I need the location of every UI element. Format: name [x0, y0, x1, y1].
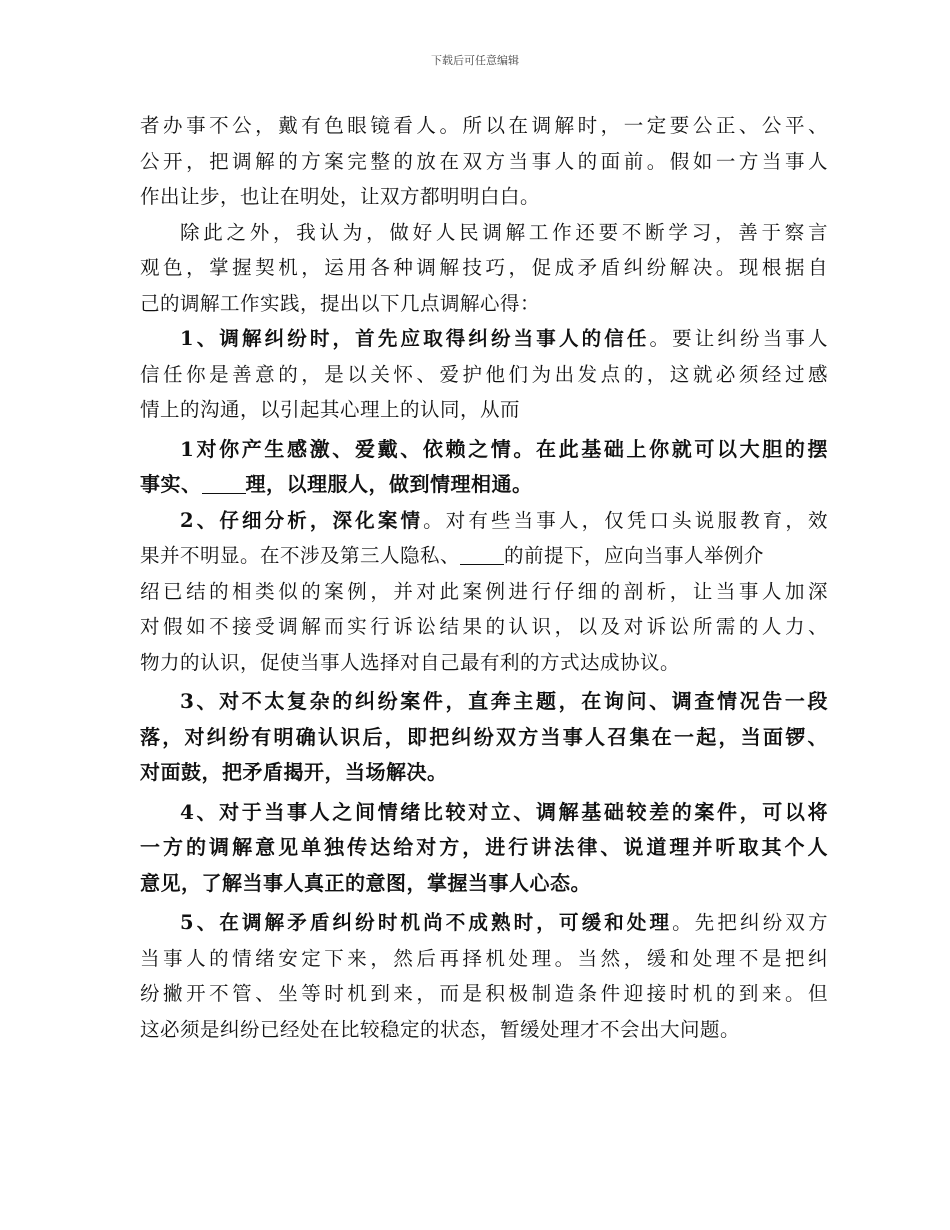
text-span: 的前提下，应向当事人举例介 — [504, 544, 765, 567]
text-line — [140, 321, 828, 357]
text-line — [140, 503, 828, 539]
text-line: 1对你产生感激、爱戴、依赖之情。在此基础上你就可以大胆的摆 — [180, 436, 828, 461]
text-line — [140, 467, 828, 503]
text-line: 对面鼓，把矛盾揭开，当场解决。 — [140, 760, 448, 784]
paragraph-8 — [140, 905, 828, 1047]
paragraph-6 — [140, 684, 828, 791]
text-line: 观色，掌握契机，运用各种调解技巧，促成矛盾纠纷解决。现根据自 — [140, 256, 828, 279]
text-line: 意见，了解当事人真正的意图，掌握当事人心态。 — [140, 870, 591, 895]
paragraph-4 — [140, 432, 828, 503]
text-line: 对假如不接受调解而实行诉讼结果的认识，以及对诉讼所需的人力、 — [140, 615, 828, 638]
text-line: 纷撇开不管、坐等时机到来，而是积极制造条件迎接时机的到来。但 — [140, 982, 828, 1005]
text-line: 这必须是纠纷已经处在比较稳定的状态，暂缓处理才不会出大问题。 — [140, 1017, 741, 1041]
text-line: 者办事不公，戴有色眼镜看人。所以在调解时，一定要公正、公平、 — [140, 114, 828, 137]
text-line: 情上的沟通，以引起其心理上的认同，从而 — [140, 398, 521, 421]
text-line: 物力的认识，促使当事人选择对自己最有利的方式达成协议。 — [140, 650, 681, 674]
text-line: 公开，把调解的方案完整的放在双方当事人的面前。假如一方当事人 — [140, 149, 828, 173]
text-span: 果并不明显。在不涉及第三人隐私、 — [140, 544, 461, 567]
text-span: 。先把纠纷双方 — [672, 911, 828, 934]
paragraph-3 — [140, 321, 828, 428]
text-span: 事实、 — [140, 472, 202, 496]
text-line: 作出让步，也让在明处，让双方都明明白白。 — [140, 185, 541, 208]
paragraph-2 — [140, 215, 828, 322]
text-line: 4、对于当事人之间情绪比较对立、调解基础较差的案件，可以将 — [180, 799, 828, 824]
text-line: 当事人的情绪安定下来，然后再择机处理。当然，缓和处理不是把纠 — [140, 946, 828, 970]
bold-heading: 1、调解纠纷时，首先应取得纠纷当事人的信任 — [180, 327, 650, 350]
blank-underline — [460, 544, 504, 565]
text-line: 己的调解工作实践，提出以下几点调解心得： — [140, 291, 541, 315]
document-body — [140, 108, 828, 1047]
text-span: 理，以理服人，做到情理相通。 — [245, 472, 533, 496]
text-line: 落，对纠纷有明确认识后，即把纠纷双方当事人召集在一起，当面锣、 — [140, 724, 828, 749]
bold-heading: 5、在调解矛盾纠纷时机尚不成熟时，可缓和处理 — [180, 911, 673, 934]
paragraph-5 — [140, 503, 828, 681]
bold-heading: 2、仔细分析，深化案情 — [180, 508, 424, 532]
text-line — [140, 905, 828, 941]
paragraph-7 — [140, 795, 828, 902]
paragraph-1 — [140, 108, 828, 215]
text-line — [140, 538, 828, 574]
text-line: 3、对不太复杂的纠纷案件，直奔主题，在询问、调查情况告一段 — [180, 689, 828, 713]
page-header: 下载后可任意编辑 — [431, 54, 519, 67]
blank-underline — [202, 473, 246, 494]
text-span: 。要让纠纷当事人 — [649, 327, 828, 350]
text-line: 除此之外，我认为，做好人民调解工作还要不断学习，善于察言 — [180, 220, 828, 244]
text-line: 绍已结的相类似的案例，并对此案例进行仔细的剖析，让当事人加深 — [140, 579, 828, 603]
text-line: 一方的调解意见单独传达给对方，进行讲法律、说道理并听取其个人 — [140, 835, 828, 859]
text-line: 信任你是善意的，是以关怀、爱护他们为出发点的，这就必须经过感 — [140, 362, 828, 386]
text-span: 。对有些当事人，仅凭口头说服教育，效 — [423, 508, 828, 532]
